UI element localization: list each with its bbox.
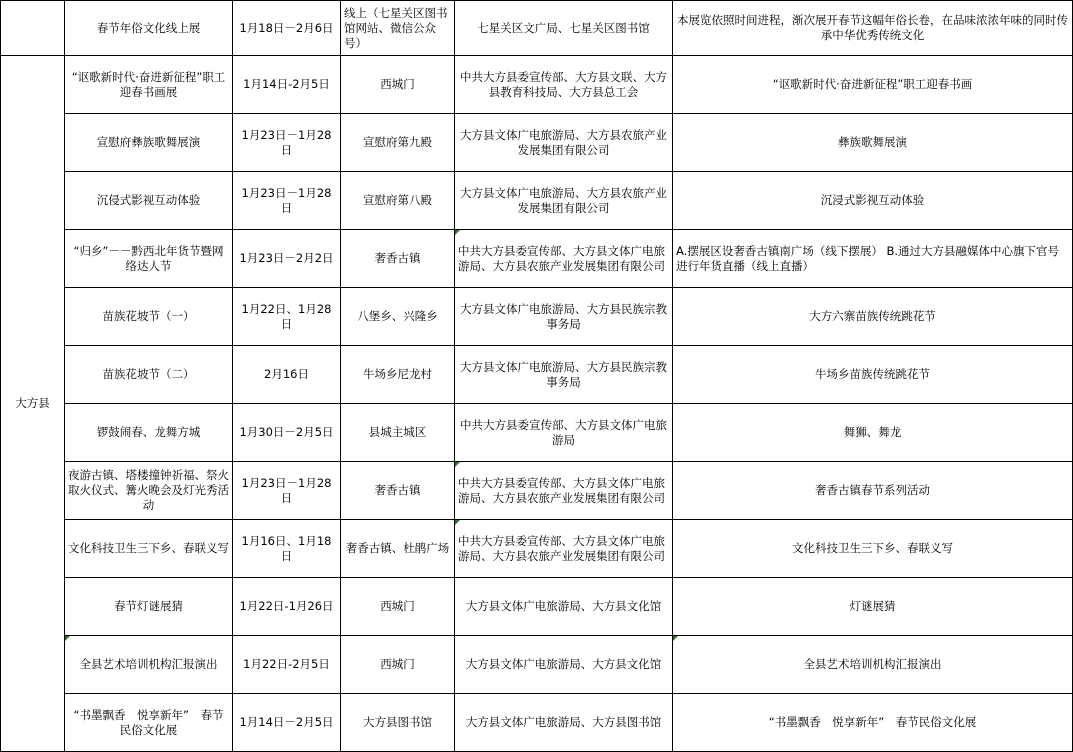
date-cell: 1月30日－2月5日 [233,404,341,462]
date-cell: 1月23日－1月28日 [233,114,341,172]
event-name-cell: 文化科技卫生三下乡、春联义写 [65,520,233,578]
table-row [1,114,1073,172]
county-cell: 大方县 [1,56,65,752]
content-cell: 舞狮、舞龙 [673,404,1073,462]
event-name-cell: 全县艺术培训机构汇报演出 [65,636,233,694]
organizer-cell: 大方县文体广电旅游局、大方县图书馆 [455,694,673,752]
place-cell: 奢香古镇 [341,230,455,288]
organizer-cell: 大方县文体广电旅游局、大方县民族宗教事务局 [455,346,673,404]
table-row [1,346,1073,404]
organizer-cell: 大方县文体广电旅游局、大方县民族宗教事务局 [455,288,673,346]
event-name-cell: “书墨飘香 悦享新年” 春节民俗文化展 [65,694,233,752]
event-name-cell: “讴歌新时代·奋进新征程”职工迎春书画展 [65,56,233,114]
place-cell: 西城门 [341,578,455,636]
organizer-cell: 中共大方县委宣传部、大方县文体广电旅游局、大方县农旅产业发展集团有限公司 [455,230,673,288]
organizer-cell: 七星关区文广局、七星关区图书馆 [455,1,673,56]
date-cell: 2月16日 [233,346,341,404]
content-cell: 本展览依照时间进程，渐次展开春节这幅年俗长卷，在品味浓浓年味的同时传承中华优秀传统文化 [673,1,1073,56]
place-cell: 西城门 [341,636,455,694]
date-cell: 1月22日、1月28日 [233,288,341,346]
date-cell: 1月14日-2月5日 [233,56,341,114]
date-cell: 1月23日－1月28日 [233,462,341,520]
date-cell: 1月14日－2月5日 [233,694,341,752]
county-cell [1,1,65,56]
table-row [1,172,1073,230]
table-row [1,636,1073,694]
content-cell: 牛场乡苗族传统跳花节 [673,346,1073,404]
event-name-cell: 春节灯谜展猜 [65,578,233,636]
organizer-cell: 中共大方县委宣传部、大方县文体广电旅游局、大方县农旅产业发展集团有限公司 [455,520,673,578]
event-name-cell: 春节年俗文化线上展 [65,1,233,56]
place-cell: 宣慰府第八殿 [341,172,455,230]
content-cell: 大方六寨苗族传统跳花节 [673,288,1073,346]
date-cell: 1月23日－1月28日 [233,172,341,230]
table-row [1,288,1073,346]
table-row [1,462,1073,520]
place-cell: 奢香古镇、杜鹃广场 [341,520,455,578]
place-cell: 奢香古镇 [341,462,455,520]
organizer-cell: 大方县文体广电旅游局、大方县农旅产业发展集团有限公司 [455,172,673,230]
content-cell: “书墨飘香 悦享新年” 春节民俗文化展 [673,694,1073,752]
event-name-cell: 苗族花坡节（二） [65,346,233,404]
organizer-cell: 大方县文体广电旅游局、大方县文化馆 [455,578,673,636]
event-name-cell: 沉侵式影视互动体验 [65,172,233,230]
place-cell: 西城门 [341,56,455,114]
table-row [1,694,1073,752]
place-cell: 线上（七星关区图书馆网站、微信公众号） [341,1,455,56]
organizer-cell: 大方县文体广电旅游局、大方县农旅产业发展集团有限公司 [455,114,673,172]
content-cell: 灯谜展猜 [673,578,1073,636]
event-name-cell: “归乡”－－黔西北年货节暨网络达人节 [65,230,233,288]
table-row [1,578,1073,636]
date-cell: 1月22日-1月26日 [233,578,341,636]
event-name-cell: 宣慰府彝族歌舞展演 [65,114,233,172]
content-cell: A.摆展区设奢香古镇南广场（线下摆展） B.通过大方县融媒体中心旗下官号进行年货直播（线上直播） [673,230,1073,288]
content-cell: 彝族歌舞展演 [673,114,1073,172]
organizer-cell: 大方县文体广电旅游局、大方县文化馆 [455,636,673,694]
table-row [1,230,1073,288]
content-cell: 全县艺术培训机构汇报演出 [673,636,1073,694]
date-cell: 1月22日-2月5日 [233,636,341,694]
content-cell: 沉浸式影视互动体验 [673,172,1073,230]
date-cell: 1月18日－2月6日 [233,1,341,56]
table-row [1,404,1073,462]
place-cell: 八堡乡、兴隆乡 [341,288,455,346]
table-row [1,1,1073,56]
event-name-cell: 锣鼓闹春、龙舞方城 [65,404,233,462]
event-name-cell: 夜游古镇、塔楼撞钟祈福、祭火取火仪式、篝火晚会及灯光秀活动 [65,462,233,520]
organizer-cell: 中共大方县委宣传部、大方县文体广电旅游局 [455,404,673,462]
place-cell: 宣慰府第九殿 [341,114,455,172]
content-cell: “讴歌新时代·奋进新征程”职工迎春书画 [673,56,1073,114]
organizer-cell: 中共大方县委宣传部、大方县文联、大方县教育科技局、大方县总工会 [455,56,673,114]
table-row [1,56,1073,114]
place-cell: 牛场乡尼龙村 [341,346,455,404]
event-name-cell: 苗族花坡节（一） [65,288,233,346]
date-cell: 1月23日－2月2日 [233,230,341,288]
date-cell: 1月16日、1月18日 [233,520,341,578]
organizer-cell: 中共大方县委宣传部、大方县文体广电旅游局、大方县农旅产业发展集团有限公司 [455,462,673,520]
place-cell: 县城主城区 [341,404,455,462]
content-cell: 奢香古镇春节系列活动 [673,462,1073,520]
table-row [1,520,1073,578]
content-cell: 文化科技卫生三下乡、春联义写 [673,520,1073,578]
place-cell: 大方县图书馆 [341,694,455,752]
